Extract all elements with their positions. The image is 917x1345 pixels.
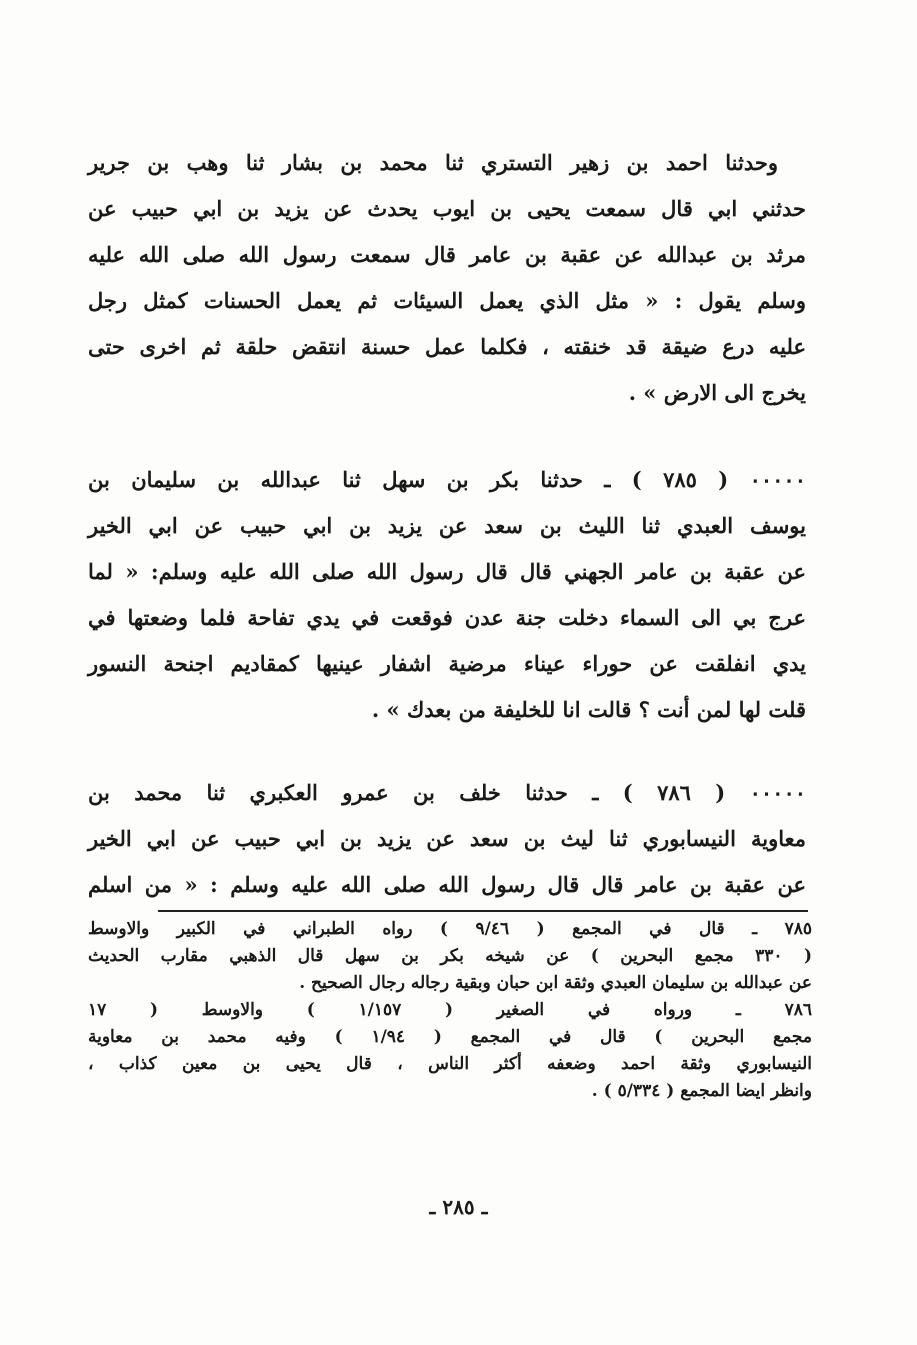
hadith-paragraph-1 [88, 140, 806, 416]
text-line: ٠٠٠٠٠ ( ٧٨٦ ) ـ حدثنا خلف بن عمرو العكبري ثنا محمد بن [88, 780, 807, 805]
page-number: ـ ٢٨٥ ـ [429, 1195, 488, 1219]
hadith-paragraph-786 [88, 770, 806, 908]
footnotes [88, 916, 812, 1105]
footnote-line: ٧٨٦ ـ ورواه في الصغير ( ١/١٥٧ ) والاوسط ( ١٧ [88, 1000, 812, 1020]
footnote-line: ( ٣٣٠ مجمع البحرين ) عن شيخه بكر بن سهل قال الذهبي مقارب الحديث [88, 946, 813, 966]
text-line: عن عقبة بن عامر قال قال رسول الله صلى الله عليه وسلم : « من اسلم [88, 872, 806, 897]
text-line: وسلم يقول : « مثل الذي يعمل السيئات ثم يعمل الحسنات كمثل رجل [88, 288, 806, 313]
text-line: مرثد بن عبدالله عن عقبة بن عامر قال سمعت رسول الله صلى الله عليه [88, 242, 806, 267]
text-line: حدثني ابي قال سمعت يحيى بن ايوب يحدث عن يزيد بن ابي حبيب عن [88, 196, 806, 221]
footnote-line: النيسابوري وثقة احمد وضعفه أكثر الناس ، قال يحيى بن معين كذاب ، [88, 1054, 812, 1074]
text-line: معاوية النيسابوري ثنا ليث بن سعد عن يزيد بن ابي حبيب عن ابي الخير [88, 826, 806, 851]
footnote-line: عن عبدالله بن سليمان العبدي وثقة ابن حبان وبقية رجاله رجال الصحيح . [299, 973, 812, 993]
text-line: عن عقبة بن عامر الجهني قال قال رسول الله صلى الله عليه وسلم: « لما [88, 559, 806, 584]
text-line: قلت لها لمن أنت ؟ قالت انا للخليفة من بعدك » . [371, 697, 806, 722]
footnote-line: وانظر ايضا المجمع ( ٥/٣٣٤ ) . [591, 1081, 812, 1101]
text-line: يخرج الى الارض » . [628, 380, 806, 405]
hadith-paragraph-785 [88, 457, 806, 733]
text-line: عرج بي الى السماء دخلت جنة عدن فوقعت في يدي تفاحة فلما وضعتها في [88, 605, 806, 630]
text-line: يدي انفلقت عن حوراء عيناء مرضية اشفار عينيها كمقاديم اجنحة النسور [88, 651, 806, 676]
footnote-line: مجمع البحرين ) قال في المجمع ( ١/٩٤ ) وفيه محمد بن معاوية [88, 1027, 812, 1047]
text-line: وحدثنا احمد بن زهير التستري ثنا محمد بن بشار ثنا وهب بن جرير [88, 150, 778, 175]
text-line: يوسف العبدي ثنا الليث بن سعد عن يزيد بن ابي حبيب عن ابي الخير [88, 513, 806, 538]
footnote-divider [158, 910, 808, 912]
text-line: ٠٠٠٠٠ ( ٧٨٥ ) ـ حدثنا بكر بن سهل ثنا عبدالله بن سليمان بن [88, 467, 806, 492]
footnote-line: ٧٨٥ ـ قال في المجمع ( ٩/٤٦ ) رواه الطبراني في الكبير والاوسط [88, 919, 812, 939]
text-line: عليه درع ضيقة قد خنقته ، فكلما عمل حسنة انتقض حلقة ثم اخرى حتى [88, 334, 806, 359]
